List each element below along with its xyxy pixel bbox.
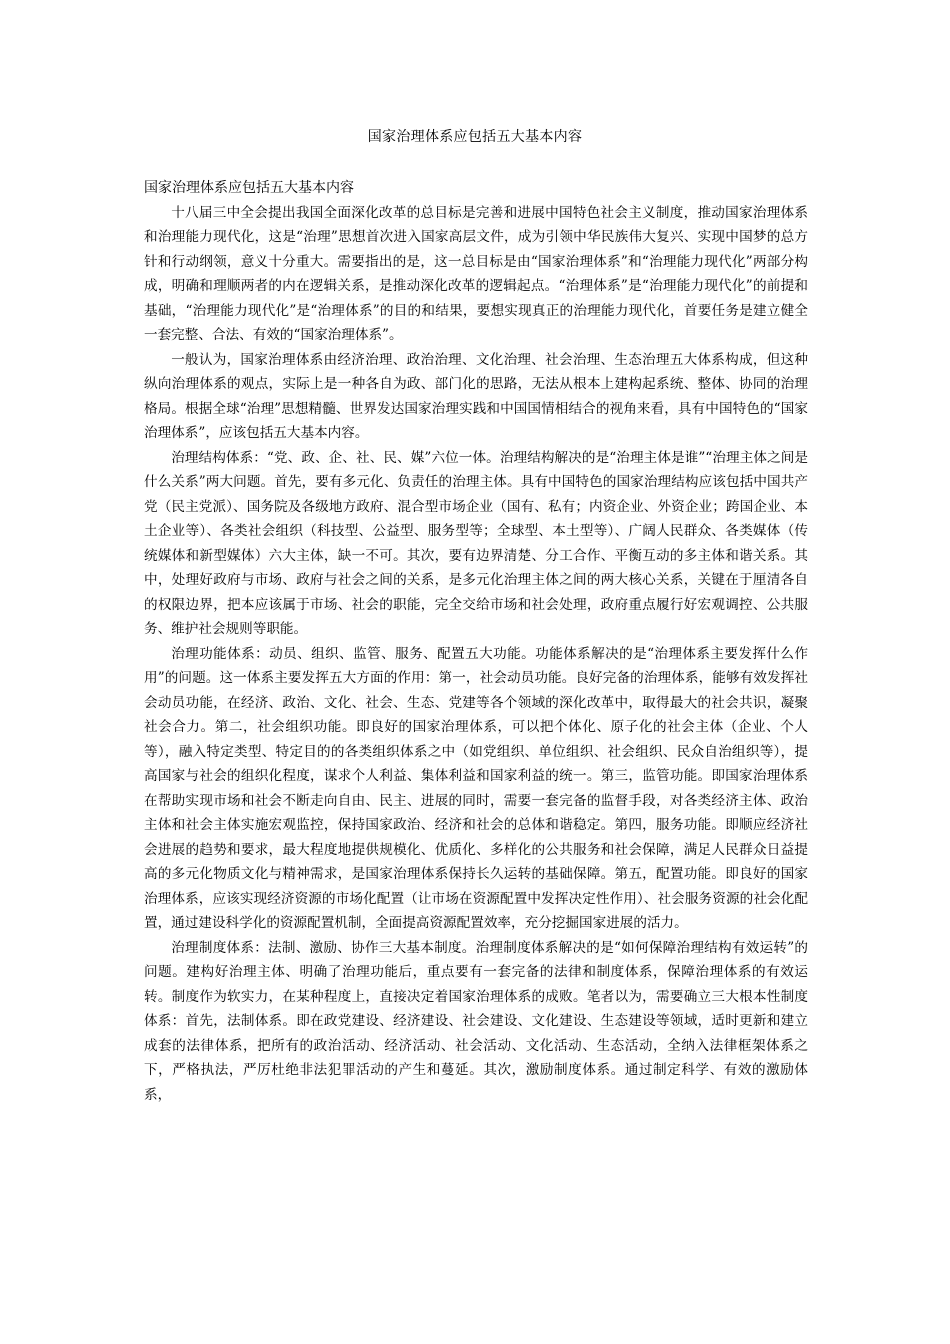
document-subtitle: 国家治理体系应包括五大基本内容 <box>144 180 354 196</box>
paragraph-function-system: 治理功能体系：动员、组织、监管、服务、配置五大功能。功能体系解决的是“治理体系主要发挥什么作用”的问题。这一体系主要发挥五大方面的作用：第一，社会动员功能。良好完备的治理体系，能够有效发挥社会动员功能，在经济、政治、文化、社会、生态、党建等各个领域的深化改革中，取得最大的社会共识，凝聚社会合力。第二，社会组织功能。即良好的国家治理体系，可以把个体化、原子化的社会主体（企业、个人等），融入特定类型、特定目的的各类组织体系之中（如党组织、单位组织、社会组织、民众自治组织等），提高国家与社会的组织化程度，谋求个人利益、集体利益和国家利益的统一。第三，监管功能。即国家治理体系在帮助实现市场和社会不断走向自由、民主、进展的同时，需要一套完备的监督手段，对各类经济主体、政治主体和社会主体实施宏观监控，保持国家政治、经济和社会的总体和谐稳定。第四，服务功能。即顺应经济社会进展的趋势和要求，最大程度地提供规模化、优质化、多样化的公共服务和社会保障，满足人民群众日益提高的多元化物质文化与精神需求，是国家治理体系保持长久运转的基础保障。第五，配置功能。即良好的国家治理体系，应该实现经济资源的市场化配置（让市场在资源配置中发挥决定性作用）、社会服务资源的社会化配置，通过建设科学化的资源配置机制，全面提高资源配置效率，充分挖掘国家进展的活力。 <box>144 645 808 931</box>
document-title: 国家治理体系应包括五大基本内容 <box>367 129 583 145</box>
paragraph-structure-system: 治理结构体系：“党、政、企、社、民、媒”六位一体。治理结构解决的是“治理主体是谁”“治理主体之间是什么关系”两大问题。首先，要有多元化、负责任的治理主体。具有中国特色的国家治理结构应该包括中国共产党（民主党派）、国务院及各级地方政府、混合型市场企业（国有、私有；内资企业、外资企业；跨国企业、本土企业等）、各类社会组织（科技型、公益型、服务型等；全球型、本土型等）、广阔人民群众、各类媒体（传统媒体和新型媒体）六大主体，缺一不可。其次，要有边界清楚、分工合作、平衡互动的多主体和谐关系。其中，处理好政府与市场、政府与社会之间的关系，是多元化治理主体之间的两大核心关系，关键在于厘清各自的权限边界，把本应该属于市场、社会的职能，完全交给市场和社会处理，政府重点履行好宏观调控、公共服务、维护社会规则等职能。 <box>144 449 808 637</box>
paragraph-intro: 十八届三中全会提出我国全面深化改革的总目标是完善和进展中国特色社会主义制度，推动国家治理体系和治理能力现代化，这是“治理”思想首次进入国家高层文件，成为引领中华民族伟大复兴、实现中国梦的总方针和行动纲领，意义十分重大。需要指出的是，这一总目标是由“国家治理体系”和“治理能力现代化”两部分构成，明确和理顺两者的内在逻辑关系，是推动深化改革的逻辑起点。“治理体系”是“治理能力现代化”的前提和基础，“治理能力现代化”是“治理体系”的目的和结果，要想实现真正的治理能力现代化，首要任务是建立健全一套完整、合法、有效的“国家治理体系”。 <box>144 204 808 343</box>
paragraph-overview: 一般认为，国家治理体系由经济治理、政治治理、文化治理、社会治理、生态治理五大体系构成，但这种纵向治理体系的观点，实际上是一种各自为政、部门化的思路，无法从根本上建构起系统、整体、协同的治理格局。根据全球“治理”思想精髓、世界发达国家治理实践和中国国情相结合的视角来看，具有中国特色的“国家治理体系”，应该包括五大基本内容。 <box>144 351 808 441</box>
paragraph-institution-system: 治理制度体系：法制、激励、协作三大基本制度。治理制度体系解决的是“如何保障治理结构有效运转”的问题。建构好治理主体、明确了治理功能后，重点要有一套完备的法律和制度体系，保障治理体系的有效运转。制度作为软实力，在某种程度上，直接决定着国家治理体系的成败。笔者以为，需要确立三大根本性制度体系：首先，法制体系。即在政党建设、经济建设、社会建设、文化建设、生态建设等领域，适时更新和建立成套的法律体系，把所有的政治活动、经济活动、社会活动、文化活动、生态活动，全纳入法律框架体系之下，严格执法，严厉杜绝非法犯罪活动的产生和蔓延。其次，激励制度体系。通过制定科学、有效的激励体系， <box>144 939 808 1103</box>
document-body <box>144 176 808 1107</box>
